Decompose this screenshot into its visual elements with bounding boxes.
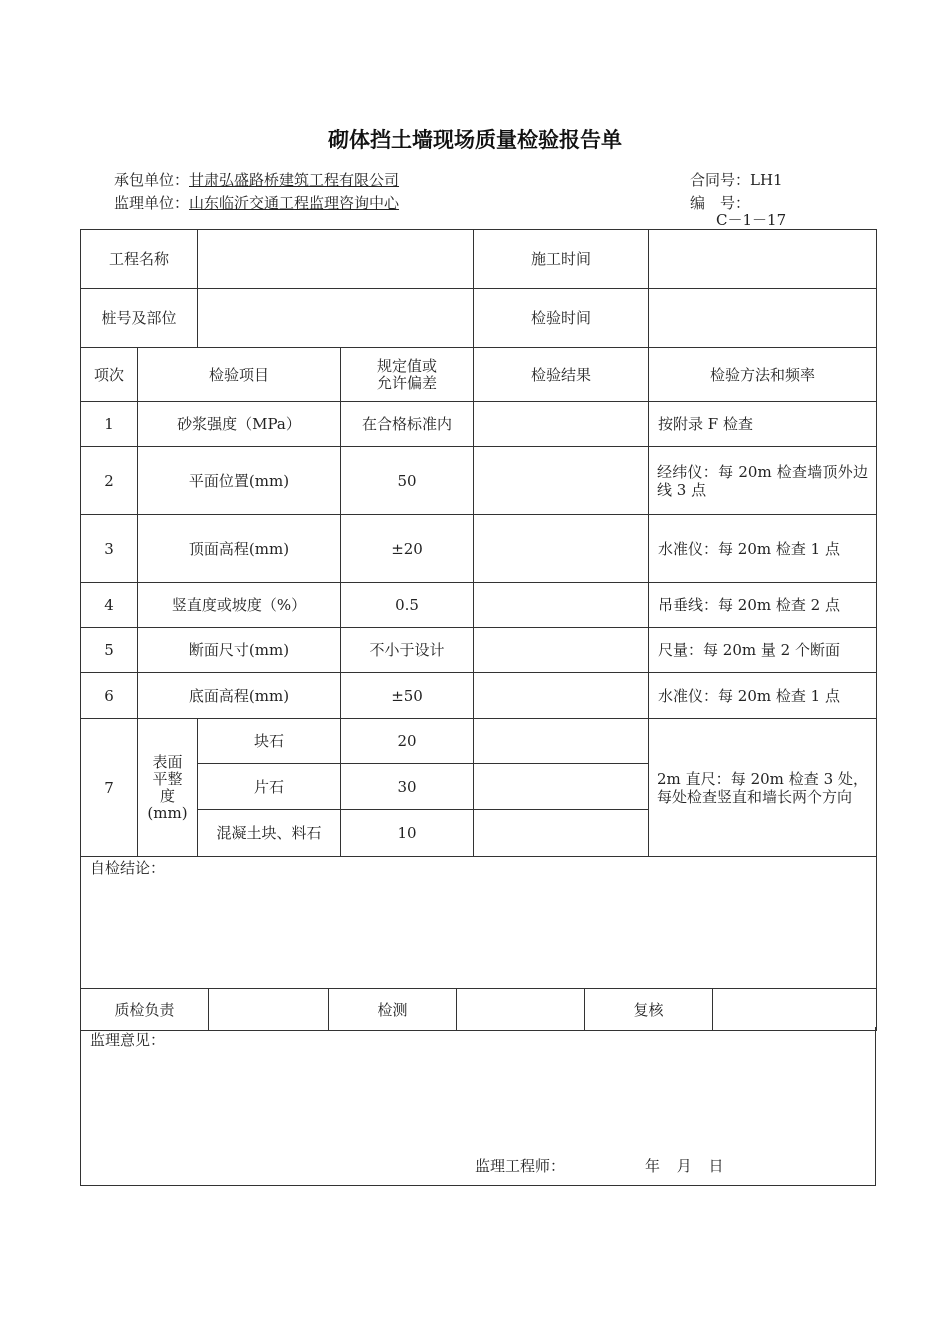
sub-item: 块石	[198, 719, 341, 764]
col-seq-header: 项次	[81, 348, 138, 402]
supervisor-label: 监理单位：	[114, 194, 190, 212]
table-row	[81, 402, 877, 447]
sub-item: 片石	[198, 764, 341, 810]
serial-label: 编 号：	[690, 194, 751, 212]
col-spec-header-line2: 允许偏差	[377, 373, 438, 392]
flatness-label-line2: 平整	[152, 769, 183, 788]
review-field[interactable]	[713, 989, 877, 1031]
row-item: 砂浆强度（MPa）	[138, 402, 341, 447]
opinion-label: 监理意见：	[90, 1031, 166, 1049]
flatness-label-line4: (mm)	[147, 803, 188, 822]
row-item: 平面位置(mm)	[138, 447, 341, 515]
row-number: 3	[81, 515, 138, 583]
row-number: 4	[81, 583, 138, 628]
inspection-time-field[interactable]	[649, 289, 877, 348]
date-label: 年 月 日	[645, 1157, 724, 1175]
sub-spec: 10	[341, 810, 474, 857]
col-spec-header	[341, 348, 474, 402]
contractor-label: 承包单位：	[114, 171, 190, 189]
col-spec-header-line1: 规定值或	[377, 356, 438, 375]
project-name-label: 工程名称	[81, 230, 198, 289]
review-label: 复核	[585, 989, 713, 1031]
table-row	[81, 719, 877, 764]
table-row	[81, 447, 877, 515]
sub-spec: 20	[341, 719, 474, 764]
row-method: 吊垂线：每 20m 检查 2 点	[649, 583, 877, 628]
supervisor-line	[114, 193, 399, 213]
row-number: 2	[81, 447, 138, 515]
quality-lead-label: 质检负责	[81, 989, 209, 1031]
sub-result[interactable]	[474, 810, 649, 857]
row-result[interactable]	[474, 515, 649, 583]
page-title: 砌体挡土墙现场质量检验报告单	[328, 128, 622, 152]
sub-spec: 30	[341, 764, 474, 810]
flatness-label-line3: 度	[159, 786, 175, 805]
supervisor-value: 山东临沂交通工程监理咨询中心	[189, 194, 400, 212]
sub-item: 混凝土块、料石	[198, 810, 341, 857]
row-result[interactable]	[474, 402, 649, 447]
row-item: 竖直度或坡度（%）	[138, 583, 341, 628]
supervisor-opinion[interactable]	[80, 1027, 876, 1186]
row-number: 6	[81, 673, 138, 719]
flatness-group-label	[138, 719, 198, 857]
row-spec: 在合格标准内	[341, 402, 474, 447]
self-check-conclusion[interactable]	[81, 857, 877, 989]
row-result[interactable]	[474, 447, 649, 515]
col-method-header: 检验方法和频率	[649, 348, 877, 402]
testing-field[interactable]	[457, 989, 585, 1031]
row-method: 2m 直尺：每 20m 检查 3 处，每处检查竖直和墙长两个方向	[649, 719, 877, 857]
table-row	[81, 628, 877, 673]
inspection-table	[80, 229, 877, 989]
row-result[interactable]	[474, 673, 649, 719]
project-name-field[interactable]	[198, 230, 474, 289]
row-method: 按附录 F 检查	[649, 402, 877, 447]
station-part-label: 桩号及部位	[81, 289, 198, 348]
self-check-label: 自检结论：	[90, 859, 166, 877]
sub-result[interactable]	[474, 764, 649, 810]
table-row	[81, 583, 877, 628]
row-method: 水准仪：每 20m 检查 1 点	[649, 515, 877, 583]
inspection-time-label: 检验时间	[474, 289, 649, 348]
construction-time-field[interactable]	[649, 230, 877, 289]
row-item: 顶面高程(mm)	[138, 515, 341, 583]
col-item-header: 检验项目	[138, 348, 341, 402]
contractor-line	[114, 170, 399, 190]
row-number: 7	[81, 719, 138, 857]
engineer-label: 监理工程师：	[475, 1157, 566, 1175]
row-item: 断面尺寸(mm)	[138, 628, 341, 673]
flatness-label-line1: 表面	[152, 752, 183, 771]
row-result[interactable]	[474, 583, 649, 628]
row-spec: ±20	[341, 515, 474, 583]
signature-table	[80, 988, 877, 1031]
row-spec: ±50	[341, 673, 474, 719]
sub-result[interactable]	[474, 719, 649, 764]
row-result[interactable]	[474, 628, 649, 673]
station-part-field[interactable]	[198, 289, 474, 348]
construction-time-label: 施工时间	[474, 230, 649, 289]
row-item: 底面高程(mm)	[138, 673, 341, 719]
row-method: 经纬仪：每 20m 检查墙顶外边线 3 点	[649, 447, 877, 515]
row-spec: 0.5	[341, 583, 474, 628]
table-row	[81, 515, 877, 583]
row-number: 1	[81, 402, 138, 447]
row-number: 5	[81, 628, 138, 673]
contract-number: 合同号：LH1	[690, 171, 783, 189]
testing-label: 检测	[329, 989, 457, 1031]
serial-value: C－1－17	[716, 211, 787, 229]
quality-lead-field[interactable]	[209, 989, 329, 1031]
row-spec: 50	[341, 447, 474, 515]
row-method: 水准仪：每 20m 检查 1 点	[649, 673, 877, 719]
col-result-header: 检验结果	[474, 348, 649, 402]
table-row	[81, 673, 877, 719]
row-spec: 不小于设计	[341, 628, 474, 673]
row-method: 尺量：每 20m 量 2 个断面	[649, 628, 877, 673]
contractor-value: 甘肃弘盛路桥建筑工程有限公司	[189, 171, 400, 189]
